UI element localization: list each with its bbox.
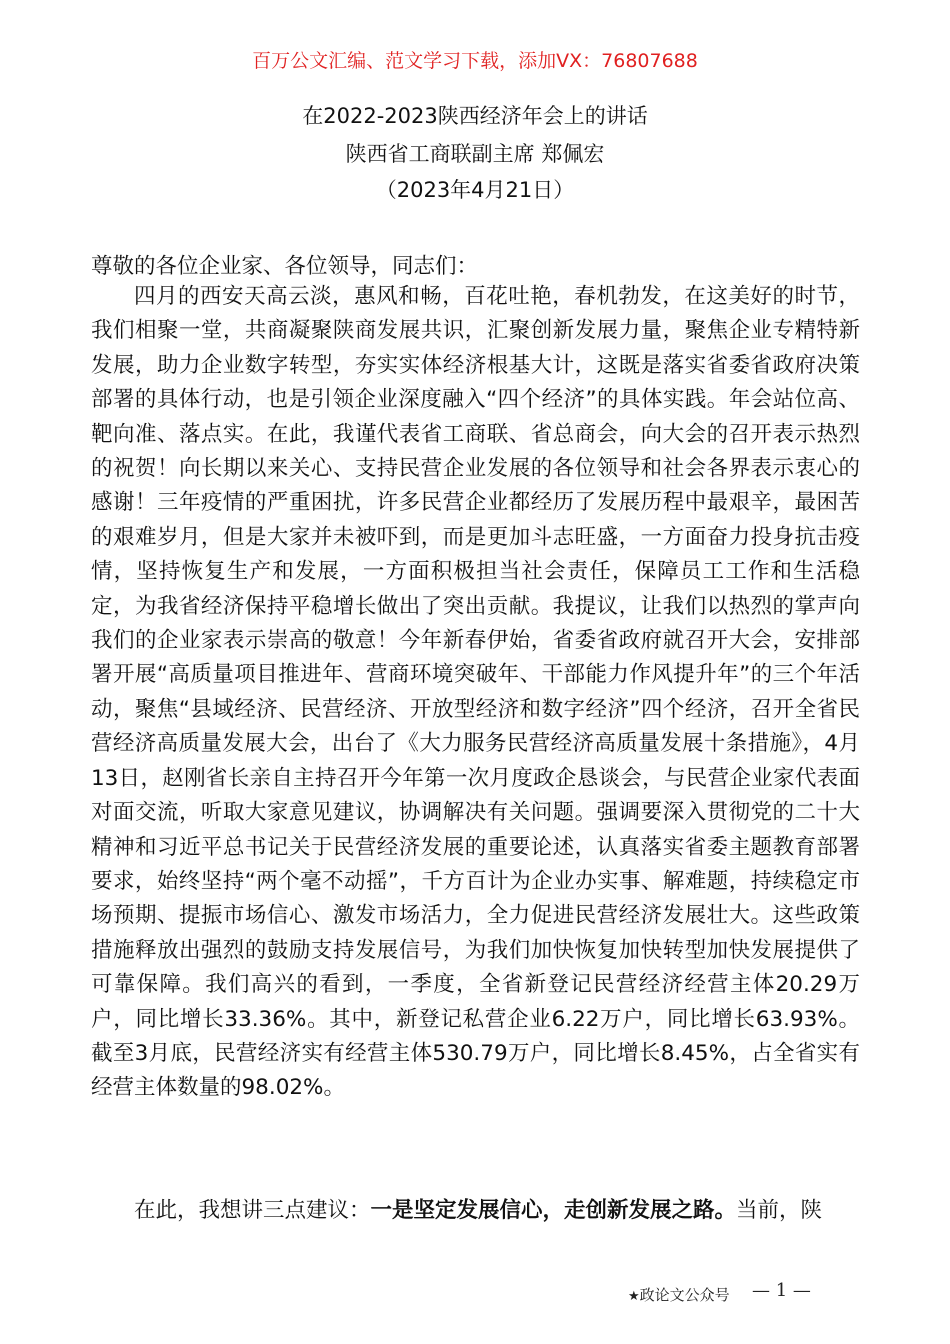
- salutation: 尊敬的各位企业家、各位领导，同志们：: [91, 254, 479, 279]
- page-number: — 1 —: [752, 1280, 811, 1301]
- paragraph-2-intro: 在此，我想讲三点建议：: [134, 1198, 371, 1223]
- speaker-line: 陕西省工商联副主席 郑佩宏: [345, 142, 605, 166]
- paragraph-2-tail: 当前，陕: [736, 1198, 823, 1223]
- footer-source: [628, 1284, 730, 1305]
- body-paragraph-2: [91, 1194, 860, 1230]
- speech-date: （2023年4月21日）: [375, 178, 575, 202]
- watermark-banner: 百万公文汇编、范文学习下载，添加VX：76807688: [252, 50, 698, 72]
- paragraph-2-emphasis: 一是坚定发展信心，走创新发展之路。: [370, 1198, 737, 1223]
- body-paragraph-1: 四月的西安天高云淡，惠风和畅，百花吐艳，春机勃发，在这美好的时节，我们相聚一堂，共商凝聚陕商发展共识，汇聚创新发展力量，聚焦企业专精特新发展，助力企业数字转型，夯实实体经济根基大计，这既是落实省委省政府决策部署的具体行动，也是引领企业深度融入“四个经济”的具体实践。年会站位高、靶向准、落点实。在此，我谨代表省工商联、省总商会，向大会的召开表示热烈的祝贺！向长期以来关心、支持民营企业发展的各位领导和社会各界表示衷心的感谢！三年疫情的严重困扰，许多民营企业都经历了发展历程中最艰辛，最困苦的艰难岁月，但是大家并未被吓到，而是更加斗志旺盛，一方面奋力投身抗击疫情，坚持恢复生产和发展，一方面积极担当社会责任，保障员工工作和生活稳定，为我省经济保持平稳增长做出了突出贡献。我提议，让我们以热烈的掌声向我们的企业家表示崇高的敬意！今年新春伊始，省委省政府就召开大会，安排部署开展“高质量项目推进年、营商环境突破年、干部能力作风提升年”的三个年活动，聚焦“县域经济、民营经济、开放型经济和数字经济”四个经济，召开全省民营经济高质量发展大会，出台了《大力服务民营经济高质量发展十条措施》，4月13日，赵刚省长亲自主持召开今年第一次月度政企恳谈会，与民营企业家代表面对面交流，听取大家意见建议，协调解决有关问题。强调要深入贯彻党的二十大精神和习近平总书记关于民营经济发展的重要论述，认真落实省委主题教育部署要求，始终坚持“两个毫不动摇”，千方百计为企业办实事、解难题，持续稳定市场预期、提振市场信心、激发市场活力，全力促进民营经济发展壮大。这些政策措施释放出强烈的鼓励支持发展信号，为我们加快恢复加快转型加快发展提供了可靠保障。我们高兴的看到，一季度，全省新登记民营经济经营主体20.29万户，同比增长33.36%。其中，新登记私营企业6.22万户，同比增长63.93%。截至3月底，民营经济实有经营主体530.79万户，同比增长8.45%，占全省实有经营主体数量的98.02%。: [91, 284, 860, 1101]
- footer-source-text: 政论文公众号: [639, 1286, 730, 1304]
- speech-title: 在2022-2023陕西经济年会上的讲话: [302, 104, 648, 128]
- star-icon: ★: [628, 1289, 640, 1304]
